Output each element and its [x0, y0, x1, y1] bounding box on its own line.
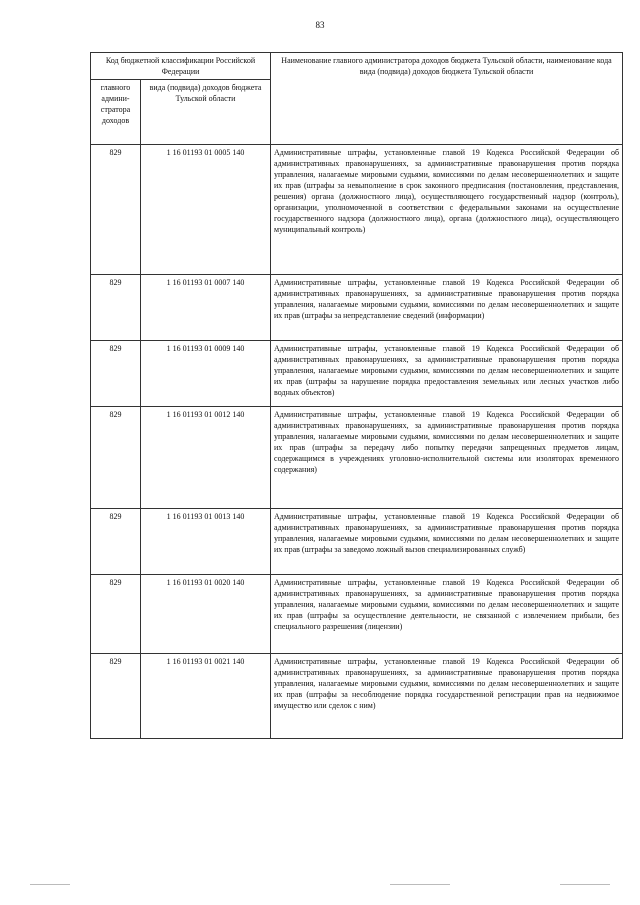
page-number: 83: [315, 20, 325, 30]
table-row: [91, 275, 623, 341]
revenue-name-cell: Административные штрафы, установленные главой 19 Кодекса Российской Федерации об административных правонарушениях, за административные правонарушения против порядка управления, налагаемые мировыми судьями, комиссиями по делам несовершеннолетних и защите их прав (штрафы за невыполнение в срок законного предписания (постановления, представления, решения) органа (должностного лица), осуществляющего государственный надзор (контроль), организации, уполномоченной в соответствии с федеральными законами на осуществление государственного надзора (должностного лица), органа (должностного лица), осуществляющего муниципальный контроль): [271, 145, 623, 275]
revenue-name-cell: Административные штрафы, установленные главой 19 Кодекса Российской Федерации об административных правонарушениях, за административные правонарушения против порядка управления, налагаемые мировыми судьями, комиссиями по делам несовершеннолетних и защите их прав (штрафы за осуществление деятельности, не связанной с извлечением прибыли, без специального разрешения (лицензии): [271, 575, 623, 654]
table-row: [91, 341, 623, 407]
revenue-code-cell: 1 16 01193 01 0020 140: [141, 575, 271, 654]
revenue-code-cell: 1 16 01193 01 0005 140: [141, 145, 271, 275]
scan-artifact-line: [390, 884, 450, 885]
admin-code-cell: 829: [91, 275, 141, 341]
table-row: [91, 145, 623, 275]
kbk-group-header: Код бюджетной классификации Российской Федерации: [91, 53, 271, 80]
revenue-code-cell: 1 16 01193 01 0007 140: [141, 275, 271, 341]
revenue-name-cell: Административные штрафы, установленные главой 19 Кодекса Российской Федерации об административных правонарушениях, за административные правонарушения против порядка управления, налагаемые мировыми судьями, комиссиями по делам несовершеннолетних и защите их прав (штрафы за нарушение порядка предоставления земельных или лесных участков либо водных объектов): [271, 341, 623, 407]
admin-code-cell: 829: [91, 145, 141, 275]
revenue-name-cell: Административные штрафы, установленные главой 19 Кодекса Российской Федерации об административных правонарушениях, за административные правонарушения против порядка управления, налагаемые мировыми судьями, комиссиями по делам несовершеннолетних и защите их прав (штрафы за непредставление сведений (информации): [271, 275, 623, 341]
revenue-code-cell: 1 16 01193 01 0012 140: [141, 407, 271, 509]
revenue-name-cell: Административные штрафы, установленные главой 19 Кодекса Российской Федерации об административных правонарушениях, за административные правонарушения против порядка управления, налагаемые мировыми судьями, комиссиями по делам несовершеннолетних и защите их прав (штрафы за заведомо ложный вызов специализированных служб): [271, 509, 623, 575]
name-column-header: Наименование главного администратора доходов бюджета Тульской области, наименование кода вида (подвида) доходов бюджета Тульской области: [271, 53, 623, 145]
table-row: [91, 509, 623, 575]
table-row: [91, 407, 623, 509]
revenue-name-cell: Административные штрафы, установленные главой 19 Кодекса Российской Федерации об административных правонарушениях, за административные правонарушения против порядка управления, налагаемые мировыми судьями, комиссиями по делам несовершеннолетних и защите их прав (штрафы за несоблюдение порядка государственной регистрации прав на недвижимое имущество или сделок с ним): [271, 654, 623, 739]
admin-code-cell: 829: [91, 341, 141, 407]
admin-code-cell: 829: [91, 509, 141, 575]
code-column-header: вида (подвида) доходов бюджета Тульской области: [141, 80, 271, 145]
revenue-name-cell: Административные штрафы, установленные главой 19 Кодекса Российской Федерации об административных правонарушениях, за административные правонарушения против порядка управления, налагаемые мировыми судьями, комиссиями по делам несовершеннолетних и защите их прав (штрафы за передачу либо попытку передачи запрещенных предметов лицам, содержащимся в учреждениях уголовно-исполнительной системы или изоляторах временного содержания): [271, 407, 623, 509]
revenue-code-cell: 1 16 01193 01 0013 140: [141, 509, 271, 575]
scan-artifact-line: [30, 884, 70, 885]
admin-code-cell: 829: [91, 407, 141, 509]
admin-column-header: главного админи-стратора доходов: [91, 80, 141, 145]
revenue-codes-table: [90, 52, 623, 739]
admin-code-cell: 829: [91, 575, 141, 654]
revenue-code-cell: 1 16 01193 01 0021 140: [141, 654, 271, 739]
table-header-row: [91, 53, 623, 80]
table-row: [91, 575, 623, 654]
admin-code-cell: 829: [91, 654, 141, 739]
table-row: [91, 654, 623, 739]
revenue-code-cell: 1 16 01193 01 0009 140: [141, 341, 271, 407]
scan-artifact-line: [560, 884, 610, 885]
